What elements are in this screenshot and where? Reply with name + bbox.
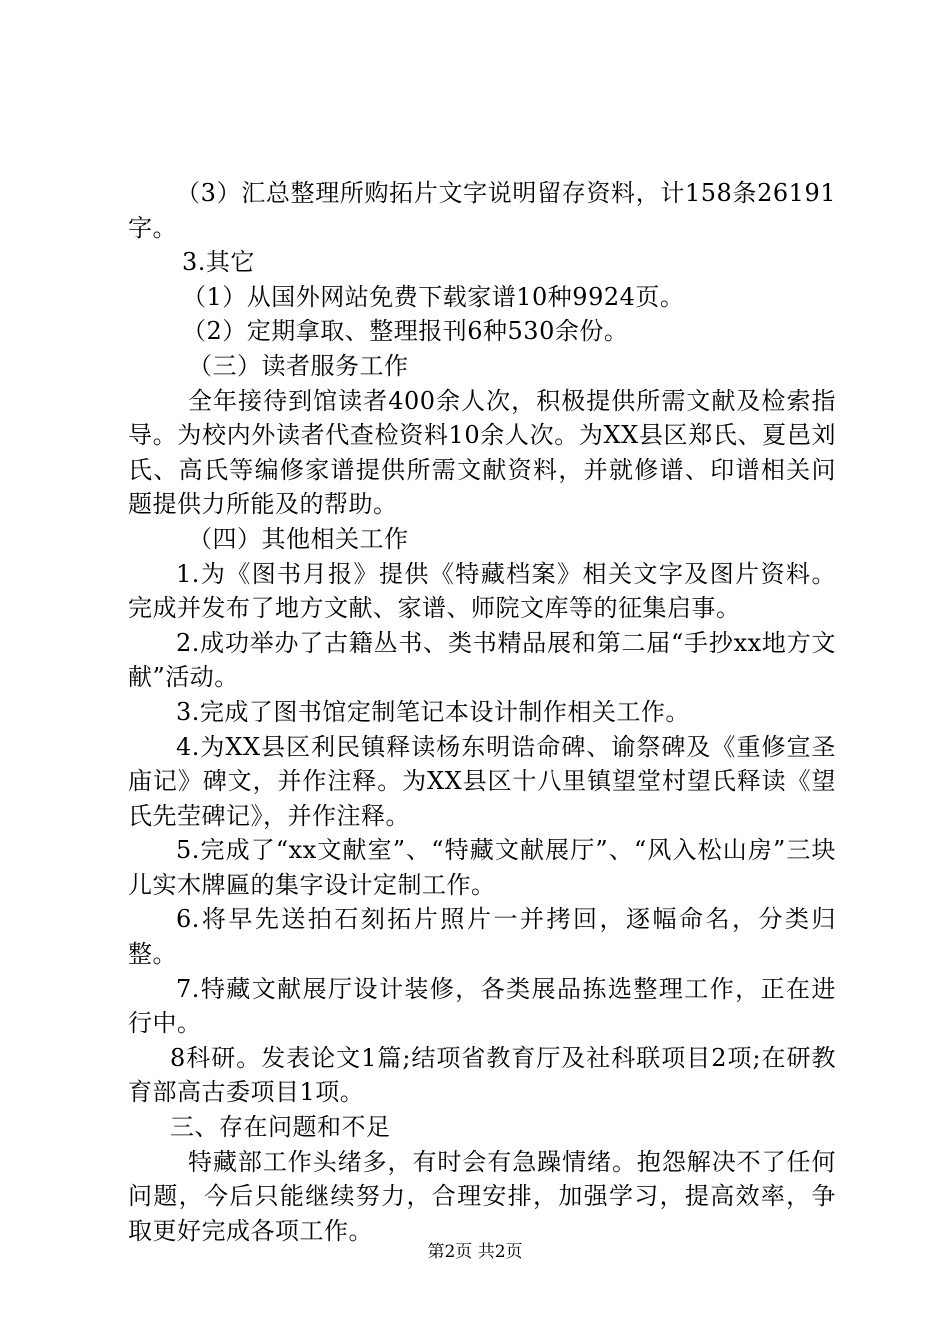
paragraph: 4.为XX县区利民镇释读杨东明诰命碑、谕祭碑及《重修宣圣庙记》碑文，并作注释。为XX县区十八里镇望堂村望氏释读《望氏先茔碑记》，并作注释。 xyxy=(128,732,836,830)
page-footer: 第2页 共2页 xyxy=(427,1242,523,1262)
section-heading: （三）读者服务工作 xyxy=(188,351,409,380)
paragraph: 全年接待到馆读者400余人次，积极提供所需文献及检索指导。为校内外读者代查检资料10余人次。为XX县区郑氏、夏邑刘氏、高氏等编修家谱提供所需文献资料，并就修谱、印谱相关问题提供力所能及的帮助。 xyxy=(128,386,836,519)
paragraph: （3）汇总整理所购拓片文字说明留存资料，计158条26191字。 xyxy=(128,179,836,242)
paragraph: 3.完成了图书馆定制笔记本设计制作相关工作。 xyxy=(176,697,690,726)
paragraph: 5.完成了“xx文献室”、“特藏文献展厅”、“风入松山房”三块儿实木牌匾的集字设计定制工作。 xyxy=(128,836,836,899)
document-body xyxy=(128,176,836,1248)
paragraph: （2）定期拿取、整理报刊6种530余份。 xyxy=(182,317,629,346)
paragraph: 6.将早先送拍石刻拓片照片一并拷回，逐幅命名，分类归整。 xyxy=(128,905,836,969)
section-heading: 三、存在问题和不足 xyxy=(170,1113,391,1142)
paragraph: 3.其它 xyxy=(182,248,255,277)
section-heading: （四）其他相关工作 xyxy=(188,524,409,553)
paragraph: 2.成功举办了古籍丛书、类书精品展和第二届“手抄xx地方文献”活动。 xyxy=(128,628,836,692)
paragraph: 特藏部工作头绪多，有时会有急躁情绪。抱怨解决不了任何问题，今后只能继续努力，合理安排，加强学习，提高效率，争取更好完成各项工作。 xyxy=(128,1147,836,1245)
paragraph: 8科研。发表论文1篇;结项省教育厅及社科联项目2项;在研教育部高古委项目1项。 xyxy=(128,1043,836,1107)
paragraph: （1）从国外网站免费下载家谱10种9924页。 xyxy=(182,282,685,311)
paragraph: 7.特藏文献展厅设计装修，各类展品拣选整理工作，正在进行中。 xyxy=(128,974,836,1038)
paragraph: 1.为《图书月报》提供《特藏档案》相关文字及图片资料。完成并发布了地方文献、家谱、师院文库等的征集启事。 xyxy=(128,559,836,623)
